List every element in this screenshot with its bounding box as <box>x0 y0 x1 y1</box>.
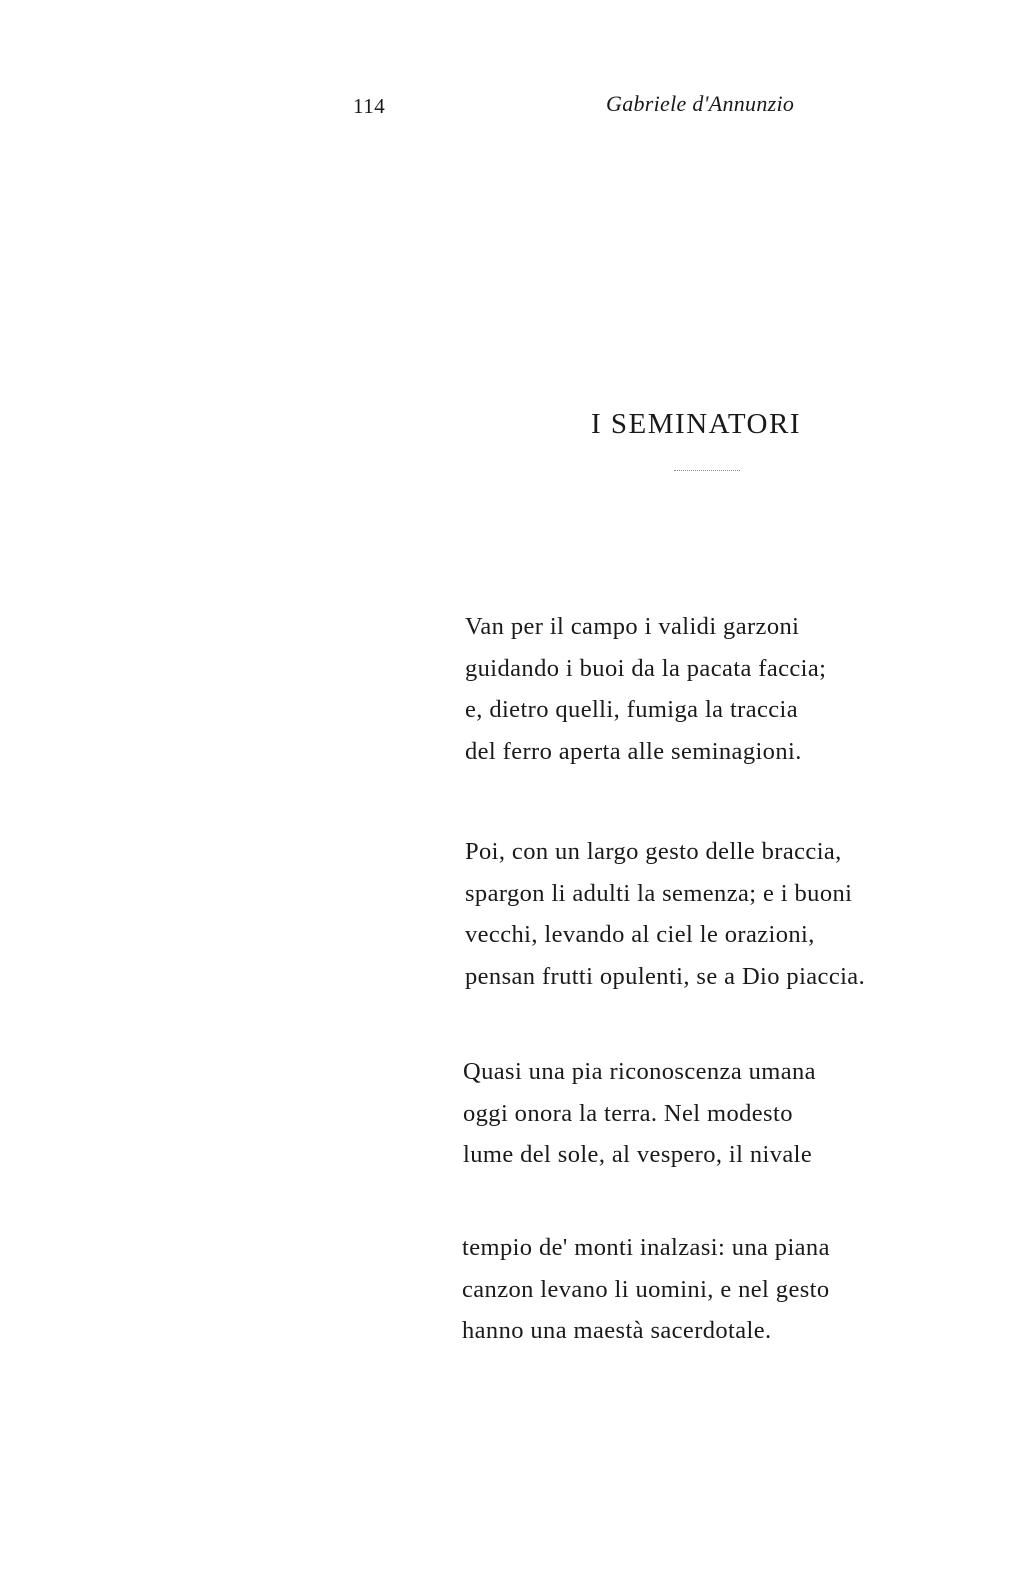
verse-line: canzon levano li uomini, e nel gesto <box>462 1275 830 1303</box>
stanza-1 <box>465 606 826 772</box>
verse-line: hanno una maestà sacerdotale. <box>462 1317 772 1344</box>
verse-line: oggi onora la terra. Nel modesto <box>463 1099 793 1127</box>
verse-line: Van per il campo i validi garzoni <box>465 613 800 640</box>
verse-line: vecchi, levando al ciel le orazioni, <box>465 921 815 948</box>
verse-line: pensan frutti opulenti, se a Dio piaccia. <box>465 962 866 990</box>
verse-line: e, dietro quelli, fumiga la traccia <box>465 696 799 723</box>
verse-line: lume del sole, al vespero, il nivale <box>463 1141 813 1168</box>
stanza-2 <box>465 831 865 997</box>
running-head: Gabriele d'Annunzio <box>606 91 795 116</box>
verse-line: Quasi una pia riconoscenza umana <box>463 1058 816 1085</box>
verse-line: tempio de' monti inalzasi: una piana <box>462 1234 830 1261</box>
title-divider <box>674 470 740 471</box>
verse-line: Poi, con un largo gesto delle braccia, <box>465 838 842 865</box>
verse-line: del ferro aperta alle seminagioni. <box>465 737 802 765</box>
verse-line: spargon li adulti la semenza; e i buoni <box>465 879 853 907</box>
page-number: 114 <box>353 94 386 118</box>
poem-title: I SEMINATORI <box>591 408 801 440</box>
stanza-4 <box>462 1227 830 1352</box>
stanza-3 <box>463 1051 816 1176</box>
verse-line: guidando i buoi da la pacata faccia; <box>465 654 827 682</box>
